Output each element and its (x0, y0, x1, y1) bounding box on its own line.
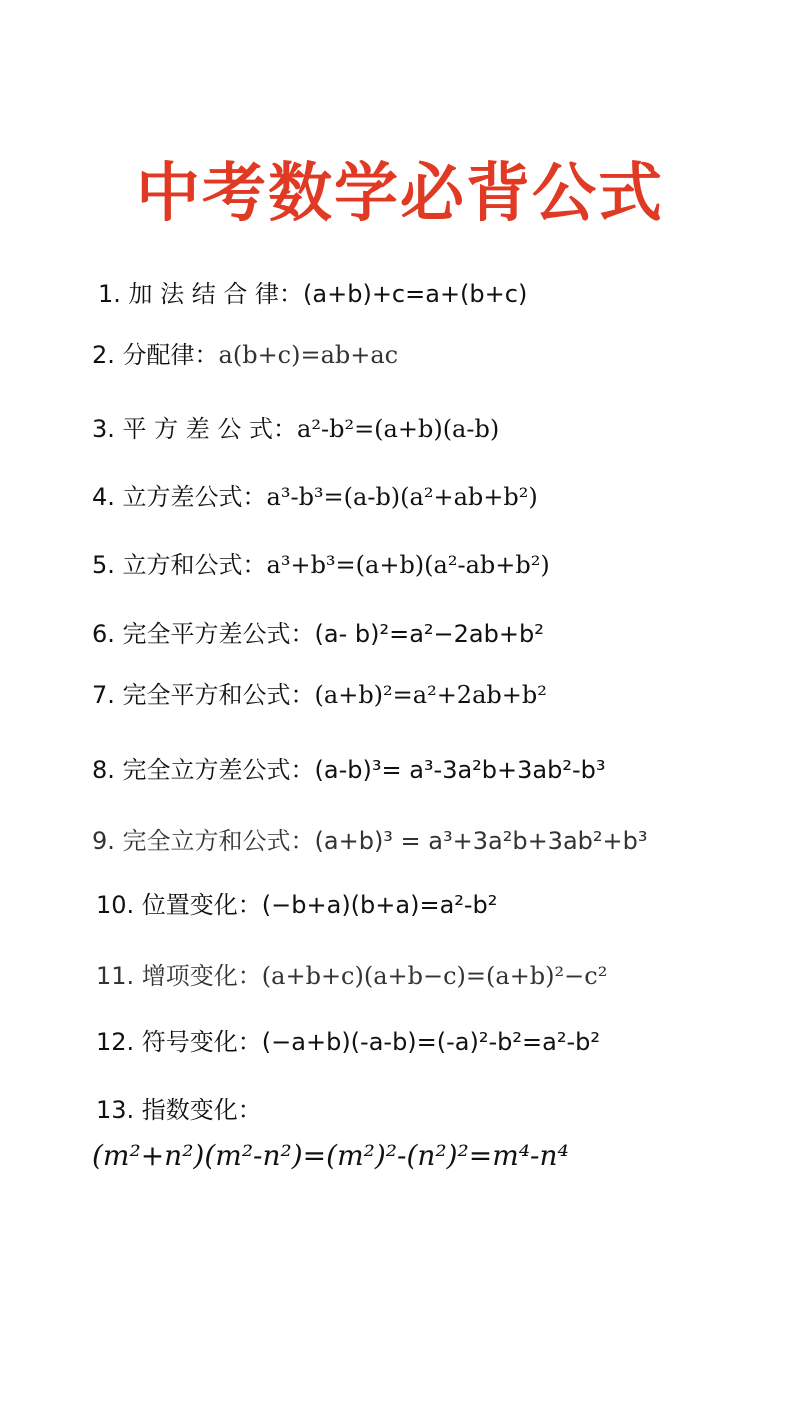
formula-3 (92, 417, 499, 441)
formula-1-expr: (a+b)+c=a+(b+c) (303, 280, 528, 308)
formula-11-expr: (a+b+c)(a+b−c)=(a+b)²−c² (261, 962, 608, 990)
formula-10-expr: (−b+a)(b+a)=a²-b² (261, 891, 498, 919)
formula-13 (96, 1098, 262, 1122)
formula-7-expr: (a+b)²=a²+2ab+b² (314, 681, 547, 709)
formula-8 (92, 758, 606, 782)
formula-7 (92, 683, 547, 707)
formula-9-label: 9. 完全立方和公式： (92, 827, 315, 855)
formula-3-expr: a²-b²=(a+b)(a-b) (297, 415, 500, 443)
formula-7-label: 7. 完全平方和公式： (92, 681, 315, 709)
formula-12-expr: (−a+b)(-a-b)=(-a)²-b²=a²-b² (261, 1028, 600, 1056)
formula-5-label: 5. 立方和公式： (92, 551, 267, 579)
formula-10-label: 10. 位置变化： (96, 891, 262, 919)
formula-13-expr: (m²+n²)(m²-n²)=(m²)²-(n²)²=m⁴-n⁴ (92, 1139, 569, 1172)
formula-4-label: 4. 立方差公式： (92, 483, 267, 511)
formula-6-expr: (a- b)²=a²−2ab+b² (314, 620, 544, 648)
formula-9-expr: (a+b)³ = a³+3a²b+3ab²+b³ (314, 827, 648, 855)
formula-1 (98, 282, 527, 306)
formula-2-label: 2. 分配律： (92, 341, 219, 369)
formula-4-expr: a³-b³=(a-b)(a²+ab+b²) (266, 483, 538, 511)
formula-2-expr: a(b+c)=ab+ac (218, 341, 399, 369)
formula-2 (92, 343, 398, 367)
formula-9 (92, 829, 647, 853)
formula-10 (96, 893, 497, 917)
formula-13-label: 13. 指数变化： (96, 1096, 262, 1124)
formula-12-label: 12. 符号变化： (96, 1028, 262, 1056)
page-title: 中考数学必背公式 (136, 157, 664, 231)
formula-3-label: 3. 平 方 差 公 式： (92, 415, 298, 443)
formula-4 (92, 485, 538, 509)
formula-5 (92, 553, 550, 577)
formula-5-expr: a³+b³=(a+b)(a²-ab+b²) (266, 551, 550, 579)
formula-6 (92, 622, 544, 646)
formula-12 (96, 1030, 600, 1054)
formula-8-label: 8. 完全立方差公式： (92, 756, 315, 784)
formula-11-label: 11. 增项变化： (96, 962, 262, 990)
formula-6-label: 6. 完全平方差公式： (92, 620, 315, 648)
formula-11 (96, 964, 607, 988)
formula-1-label: 1. 加 法 结 合 律： (98, 280, 304, 308)
formula-8-expr: (a-b)³= a³-3a²b+3ab²-b³ (314, 756, 606, 784)
